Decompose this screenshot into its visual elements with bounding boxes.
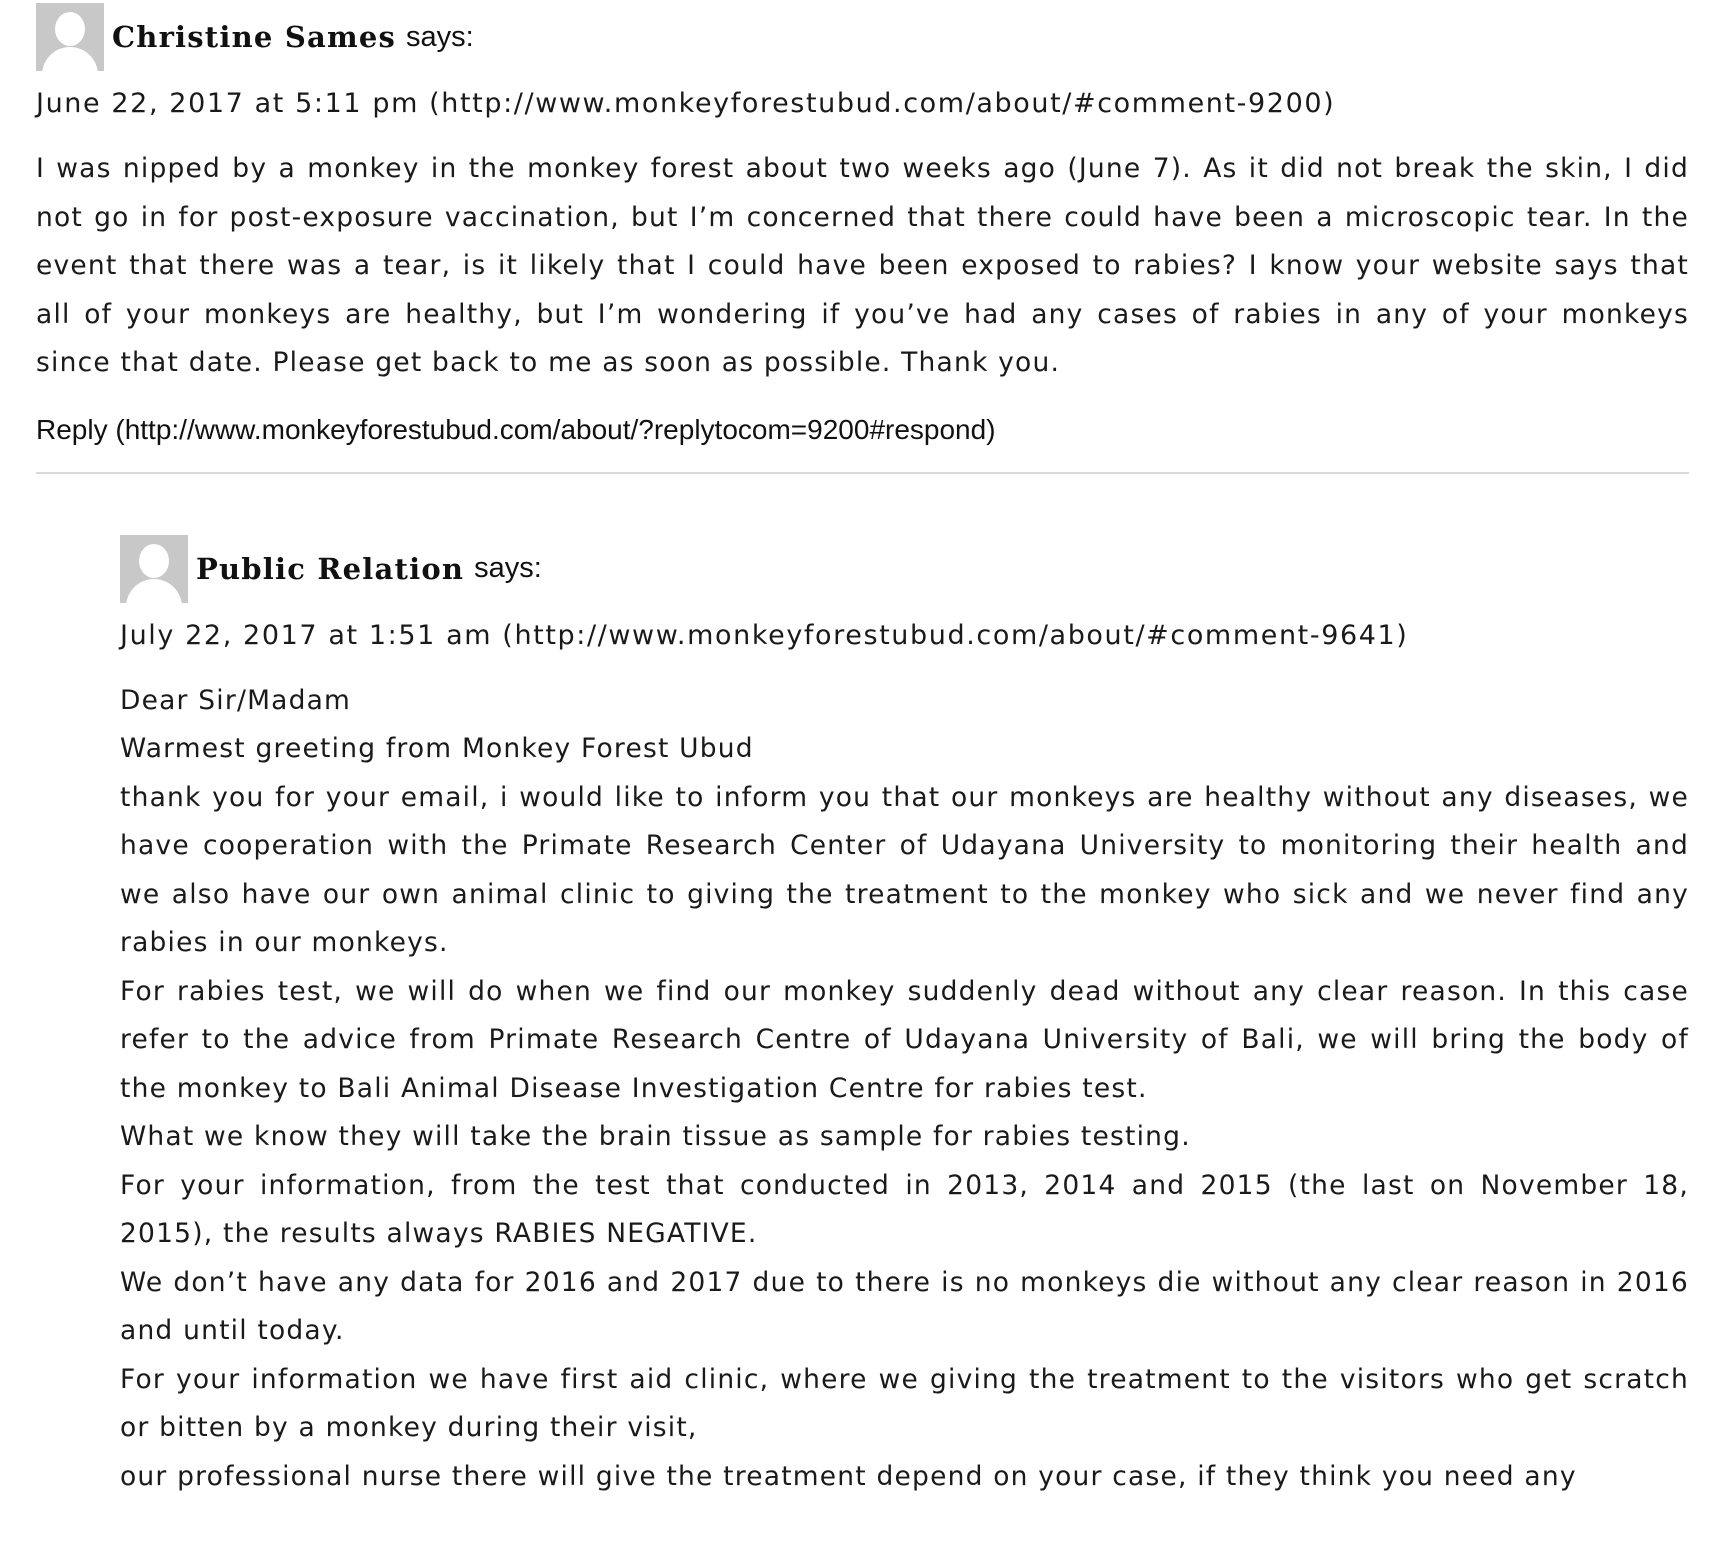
reply-link[interactable]: Reply (http://www.monkeyforestubud.com/about/?replytocom=9200#respond) [36,413,996,445]
avatar [36,3,104,71]
comment-christine-sames [36,2,1689,474]
says-label: says: [406,20,474,53]
comment-divider [36,472,1689,474]
avatar [120,535,188,603]
comment-header [36,2,1689,72]
comment-paragraph: our professional nurse there will give the treatment depend on your case, if they think you need any [120,1460,1577,1492]
comment-body [120,677,1689,1502]
avatar-body-icon [126,579,182,603]
comment-paragraph: Warmest greeting from Monkey Forest Ubud [120,733,754,764]
comment-public-relation [120,534,1689,1502]
comment-permalink[interactable]: July 22, 2017 at 1:51 am (http://www.monkeyforestubud.com/about/#comment-9641) [120,619,1409,651]
comment-author[interactable]: Christine Sames [112,20,397,54]
comment-paragraph: What we know they will take the brain tissue as sample for rabies testing. [120,1121,1191,1152]
avatar-body-icon [42,47,98,71]
comment-body [36,145,1689,388]
comment-paragraph: thank you for your email, i would like to inform you that our monkeys are healthy without any diseases, we have cooperation with the Primate Research Center of Udayana University to monitoring their health and we also have our own animal clinic to giving the treatment to the monkey who sick and we never find any rabies in our monkeys. [120,781,1689,958]
comments-page [36,0,1689,1501]
comment-paragraph: For your information we have first aid clinic, where we giving the treatment to the visitors who get scratch or bitten by a monkey during their visit, [120,1363,1689,1443]
says-label: says: [474,552,542,584]
comment-paragraph: For rabies test, we will do when we find our monkey suddenly dead without any clear reason. In this case refer to the advice from Primate Research Centre of Udayana University of Bali, we will bring the body of the monkey to Bali Animal Disease Investigation Centre for rabies test. [120,975,1689,1104]
avatar-head-icon [139,544,169,578]
comment-author[interactable]: Public Relation [196,551,465,586]
avatar-head-icon [55,12,85,46]
comment-paragraph: Dear Sir/Madam [120,684,352,716]
comment-header [120,534,1689,604]
comment-permalink[interactable]: June 22, 2017 at 5:11 pm (http://www.monkeyforestubud.com/about/#comment-9200) [36,88,1336,119]
comment-paragraph: For your information, from the test that conducted in 2013, 2014 and 2015 (the last on November 18, 2015), the results always RABIES NEGATIVE. [120,1169,1689,1249]
comment-paragraph: We don’t have any data for 2016 and 2017 due to there is no monkeys die without any clear reason in 2016 and until today. [120,1266,1689,1346]
comment-paragraph: I was nipped by a monkey in the monkey forest about two weeks ago (June 7). As it did not break the skin, I did not go in for post-exposure vaccination, but I’m concerned that there could have been a microscopic tear. In the event that there was a tear, is it likely that I could have been exposed to rabies? I know your website says that all of your monkeys are healthy, but I’m wondering if you’ve had any cases of rabies in any of your monkeys since that date. Please get back to me as soon as possible. Thank you. [36,153,1689,378]
